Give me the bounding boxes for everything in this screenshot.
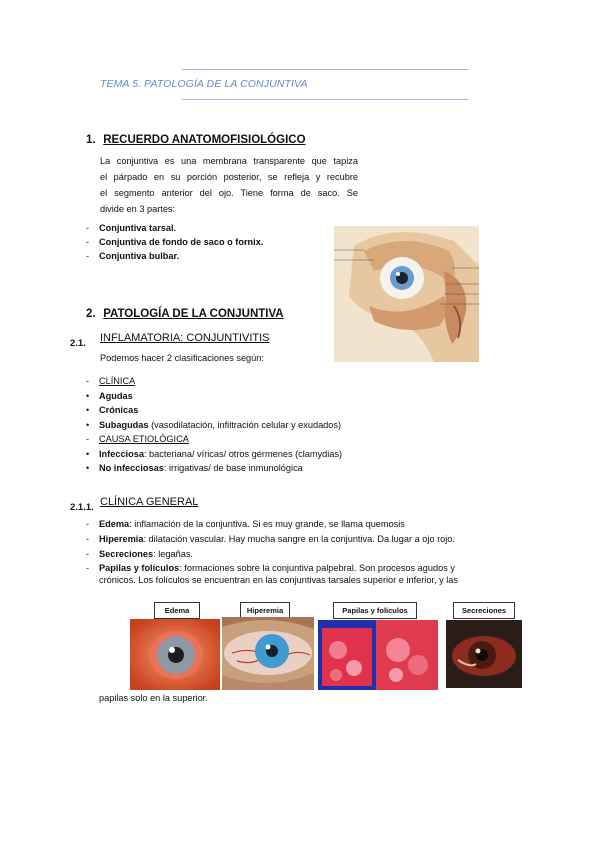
para-line: el segmento anterior del ojo. Tiene forma de saco. Se: [100, 188, 358, 198]
section1-paragraph: [100, 153, 358, 217]
list-label: Infecciosa: [99, 449, 144, 459]
subsection-number: 2.1.1.: [70, 502, 94, 513]
list-rest: (vasodilatación, infiltración celular y exudados): [148, 420, 342, 430]
section1-number: 1.: [86, 134, 96, 146]
caption-hiperemia: Hiperemia: [240, 602, 290, 619]
list-label: Papilas y folículos: [99, 563, 180, 573]
list-rest: : bacteriana/ víricas/ otros gérmenes (clamydias): [143, 449, 343, 459]
list-label: Secreciones: [99, 549, 154, 559]
subsection-number: 2.1.: [70, 338, 86, 349]
header-rule-top: [182, 69, 468, 70]
caption-papilas: Papilas y folículos: [333, 602, 417, 619]
subsection-2-1-heading: [70, 332, 270, 351]
section2-title: PATOLOGÍA DE LA CONJUNTIVA: [103, 308, 284, 320]
caption-secreciones: Secreciones: [453, 602, 515, 619]
list-rest: : irrigativas/ de base inmunológica: [163, 463, 303, 473]
eye-anatomy-illustration: [334, 226, 479, 362]
list-label: CLÍNICA: [99, 376, 136, 386]
hiperemia-photo: [222, 617, 314, 690]
caption-edema: Edema: [154, 602, 200, 619]
papilas-continuation: crónicos. Los folículos se encuentran en las conjuntivas tarsales superior e inferior, y las: [99, 575, 459, 585]
para-line: el párpado en su porción posterior, se refleja y recubre: [100, 172, 358, 182]
header-rule-bottom: [182, 99, 468, 100]
list-rest: : dilatación vascular. Hay mucha sangre en la conjuntiva. Da lugar a ojo rojo.: [143, 534, 455, 544]
papilas-foliculos-photo: [318, 620, 438, 690]
list-label: No infecciosas: [99, 463, 164, 473]
header-title: TEMA 5. PATOLOGÍA DE LA CONJUNTIVA: [100, 78, 308, 90]
bullet-text: Conjuntiva de fondo de saco o fornix.: [99, 237, 264, 247]
list-label: Hiperemia: [99, 534, 144, 544]
section1-title: RECUERDO ANATOMOFISIOLÓGICO: [103, 134, 306, 146]
section2-number: 2.: [86, 308, 96, 320]
subsection-title: CLÍNICA GENERAL: [100, 496, 199, 508]
list-label: CAUSA ETIOLÓGICA: [99, 434, 189, 444]
list-rest: : legañas.: [153, 549, 193, 559]
secreciones-photo: [446, 620, 522, 688]
list-label: Agudas: [99, 391, 133, 401]
para-line: divide en 3 partes:: [100, 204, 176, 214]
papilas-final-line: papilas solo en la superior.: [99, 693, 208, 703]
bullet-text: Conjuntiva bulbar.: [99, 251, 180, 261]
list-label: Crónicas: [99, 405, 139, 415]
bullet-text: Conjuntiva tarsal.: [99, 223, 177, 233]
section1-heading: [86, 134, 306, 146]
edema-photo: [130, 619, 220, 690]
section2-heading: [86, 308, 284, 320]
classification-intro: Podemos hacer 2 clasificaciones según:: [100, 353, 264, 363]
subsection-2-1-1-heading: [70, 496, 199, 515]
list-rest: : inflamación de la conjuntiva. Si es muy grande, se llama quemosis: [129, 519, 405, 529]
para-line: La conjuntiva es una membrana transparente que tapiza: [100, 156, 358, 166]
list-label: Edema: [99, 519, 130, 529]
list-rest: : formaciones sobre la conjuntiva palpebral. Son procesos agudos y: [179, 563, 455, 573]
list-label: Subagudas: [99, 420, 149, 430]
subsection-title: INFLAMATORIA: CONJUNTIVITIS: [100, 332, 270, 344]
